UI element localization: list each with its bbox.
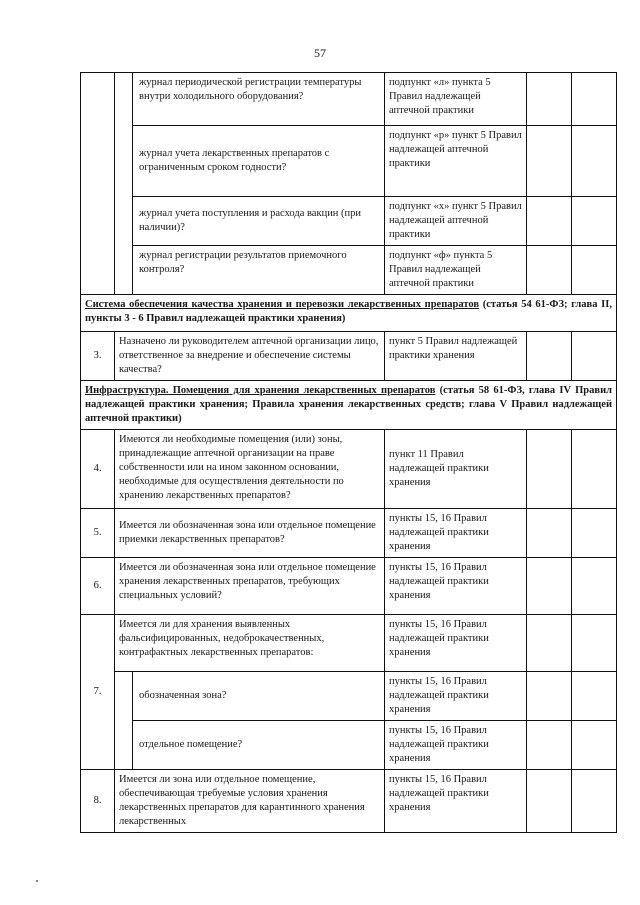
- indent-cell: [115, 73, 133, 295]
- reference-cell: пункты 15, 16 Правил надлежащей практики хранения: [385, 558, 527, 615]
- reference-cell: пункты 15, 16 Правил надлежащей практики хранения: [385, 615, 527, 672]
- question-cell: Имеется ли зона или отдельное помещение, обеспечивающая требуемые условия хранения лекарственных препаратов для карантинного хранения лекарственных: [115, 770, 385, 833]
- table-row: [81, 672, 617, 721]
- reference-cell: пункт 11 Правил надлежащей практики хранения: [385, 430, 527, 509]
- reference-cell: пункты 15, 16 Правил надлежащей практики хранения: [385, 672, 527, 721]
- section-row: [81, 381, 617, 430]
- table-row: [81, 126, 617, 197]
- section-title: Инфраструктура. Помещения для хранения лекарственных препаратов: [85, 385, 436, 396]
- answer-no-cell[interactable]: [572, 721, 617, 770]
- answer-no-cell[interactable]: [572, 197, 617, 246]
- table-row: [81, 246, 617, 295]
- question-number: 3.: [81, 332, 115, 381]
- answer-yes-cell[interactable]: [527, 332, 572, 381]
- table-row: [81, 430, 617, 509]
- question-cell: отдельное помещение?: [133, 721, 385, 770]
- answer-no-cell[interactable]: [572, 558, 617, 615]
- question-cell: обозначенная зона?: [133, 672, 385, 721]
- answer-yes-cell[interactable]: [527, 721, 572, 770]
- table-row: [81, 558, 617, 615]
- table-row: [81, 197, 617, 246]
- answer-no-cell[interactable]: [572, 126, 617, 197]
- answer-yes-cell[interactable]: [527, 246, 572, 295]
- section-source: (статья 54 61-ФЗ; глава II, пункты 3 - 6 Правил надлежащей практики хранения): [85, 299, 612, 324]
- section-row: [81, 295, 617, 332]
- reference-cell: подпункт «л» пункта 5 Правил надлежащей аптечной практики: [385, 73, 527, 126]
- answer-yes-cell[interactable]: [527, 430, 572, 509]
- table-row: [81, 332, 617, 381]
- answer-yes-cell[interactable]: [527, 672, 572, 721]
- question-cell: журнал периодической регистрации температуры внутри холодильного оборудования?: [133, 73, 385, 126]
- reference-cell: пункты 15, 16 Правил надлежащей практики хранения: [385, 721, 527, 770]
- scan-artifact: [36, 880, 38, 882]
- question-cell: Имеется ли для хранения выявленных фальсифицированных, недоброкачественных, контрафактных лекарственных препаратов:: [115, 615, 385, 672]
- table-row: [81, 615, 617, 672]
- question-number: 8.: [81, 770, 115, 833]
- answer-no-cell[interactable]: [572, 672, 617, 721]
- answer-no-cell[interactable]: [572, 332, 617, 381]
- question-cell: Имеется ли обозначенная зона или отдельное помещение приемки лекарственных препаратов?: [115, 509, 385, 558]
- number-cell: [81, 73, 115, 295]
- question-number: 5.: [81, 509, 115, 558]
- answer-no-cell[interactable]: [572, 73, 617, 126]
- answer-no-cell[interactable]: [572, 615, 617, 672]
- page-number: 57: [314, 46, 326, 60]
- answer-yes-cell[interactable]: [527, 558, 572, 615]
- section-heading: [81, 381, 617, 430]
- answer-yes-cell[interactable]: [527, 509, 572, 558]
- question-number: 4.: [81, 430, 115, 509]
- section-source: (статья 58 61-ФЗ, глава IV Правил надлежащей практики хранения; Правила хранения лекарственных средств; глава V Правил надлежащей аптечной практики): [85, 385, 613, 424]
- table-row: [81, 721, 617, 770]
- table-row: [81, 73, 617, 126]
- question-cell: журнал учета поступления и расхода вакцин (при наличии)?: [133, 197, 385, 246]
- answer-yes-cell[interactable]: [527, 126, 572, 197]
- question-cell: журнал регистрации результатов приемочного контроля?: [133, 246, 385, 295]
- question-cell: Назначено ли руководителем аптечной организации лицо, ответственное за внедрение и обеспечение системы качества?: [115, 332, 385, 381]
- checklist-table: [80, 72, 617, 833]
- reference-cell: подпункт «х» пункт 5 Правил надлежащей аптечной практики: [385, 197, 527, 246]
- reference-cell: подпункт «р» пункт 5 Правил надлежащей аптечной практики: [385, 126, 527, 197]
- table-row: [81, 509, 617, 558]
- table-row: [81, 770, 617, 833]
- question-cell: журнал учета лекарственных препаратов с ограниченным сроком годности?: [133, 126, 385, 197]
- question-number: 6.: [81, 558, 115, 615]
- answer-yes-cell[interactable]: [527, 770, 572, 833]
- answer-no-cell[interactable]: [572, 246, 617, 295]
- indent-cell: [115, 672, 133, 770]
- question-cell: Имеются ли необходимые помещения (или) зоны, принадлежащие аптечной организации на праве собственности или на ином законном основании, необходимые для осуществления деятельности по хранению лекарственных препаратов?: [115, 430, 385, 509]
- question-number: 7.: [81, 615, 115, 770]
- section-heading: [81, 295, 617, 332]
- question-cell: Имеется ли обозначенная зона или отдельное помещение хранения лекарственных препаратов, требующих специальных условий?: [115, 558, 385, 615]
- section-title: Система обеспечения качества хранения и перевозки лекарственных препаратов: [85, 299, 479, 310]
- answer-no-cell[interactable]: [572, 509, 617, 558]
- reference-cell: подпункт «ф» пункта 5 Правил надлежащей аптечной практики: [385, 246, 527, 295]
- answer-yes-cell[interactable]: [527, 615, 572, 672]
- answer-no-cell[interactable]: [572, 430, 617, 509]
- answer-yes-cell[interactable]: [527, 197, 572, 246]
- answer-no-cell[interactable]: [572, 770, 617, 833]
- reference-cell: пункт 5 Правил надлежащей практики хранения: [385, 332, 527, 381]
- reference-cell: пункты 15, 16 Правил надлежащей практики хранения: [385, 509, 527, 558]
- answer-yes-cell[interactable]: [527, 73, 572, 126]
- reference-cell: пункты 15, 16 Правил надлежащей практики хранения: [385, 770, 527, 833]
